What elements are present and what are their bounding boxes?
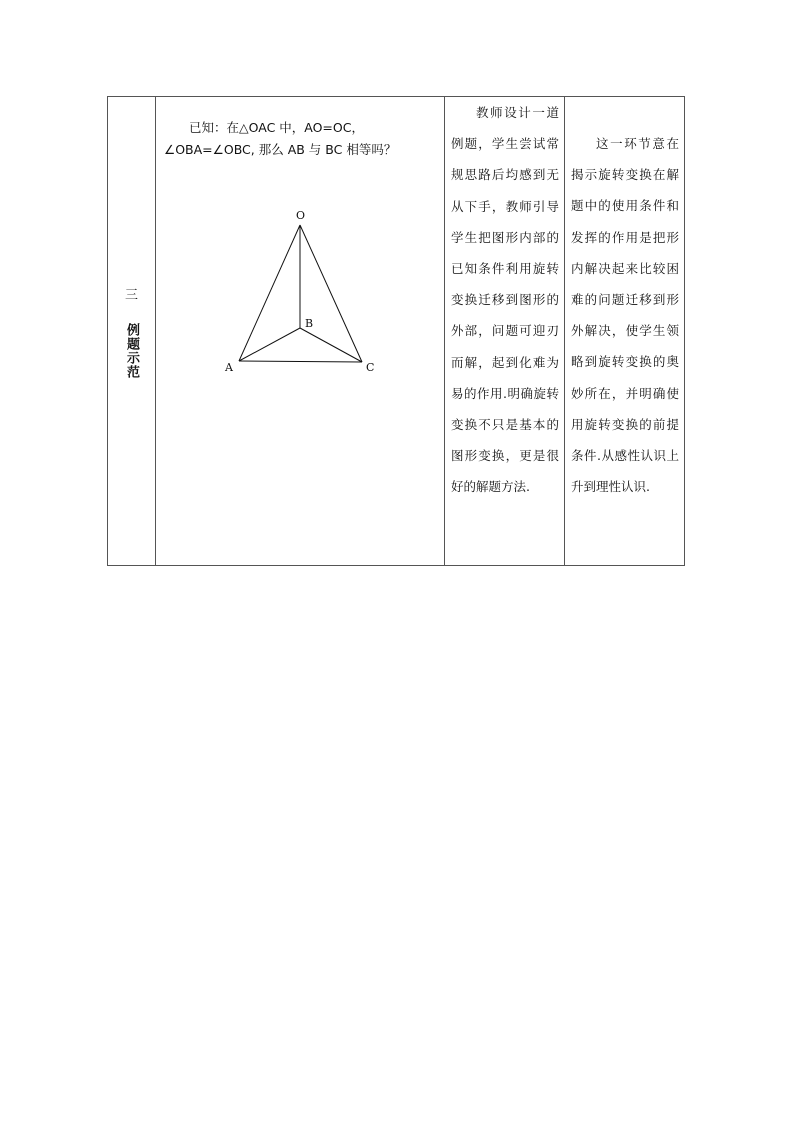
teacher-activity-cell [445, 97, 565, 566]
label-B: B [305, 317, 314, 330]
triangle-figure [224, 205, 374, 385]
label-O: O [296, 209, 306, 222]
stage-number: 三 [124, 288, 138, 303]
design-intent-text: 这一环节意在揭示旋转变换在解题中的使用条件和发挥的作用是把形内解决起来比较困难的问题迁移到形外解决，使学生领略到旋转变换的奥妙所在，并明确使用旋转变换的前提条件.从感性认识上升到理性认识. [571, 136, 679, 495]
problem-cell [156, 97, 445, 566]
segment-OC [300, 225, 362, 362]
label-A: A [225, 361, 233, 374]
lesson-plan-table [107, 96, 685, 566]
stage-cell [108, 97, 156, 566]
table-row [108, 97, 685, 566]
segment-OA [239, 225, 300, 361]
segment-AB [239, 328, 300, 361]
label-C: C [366, 361, 374, 374]
design-intent-cell [565, 97, 685, 566]
stage-title: 例题示范 [124, 323, 139, 379]
segment-AC [239, 361, 362, 362]
problem-statement: 已知：在△OAC 中，AO=OC，∠OBA=∠OBC, 那么 AB 与 BC 相等吗？ [164, 120, 397, 157]
teacher-activity-text: 教师设计一道例题，学生尝试常规思路后均感到无从下手，教师引导学生把图形内部的已知条件利用旋转变换迁移到图形的外部，问题可迎刃而解，起到化难为易的作用.明确旋转变换不只是基本的图形变换，更是很好的解题方法. [451, 105, 559, 495]
segment-BC [300, 328, 362, 362]
